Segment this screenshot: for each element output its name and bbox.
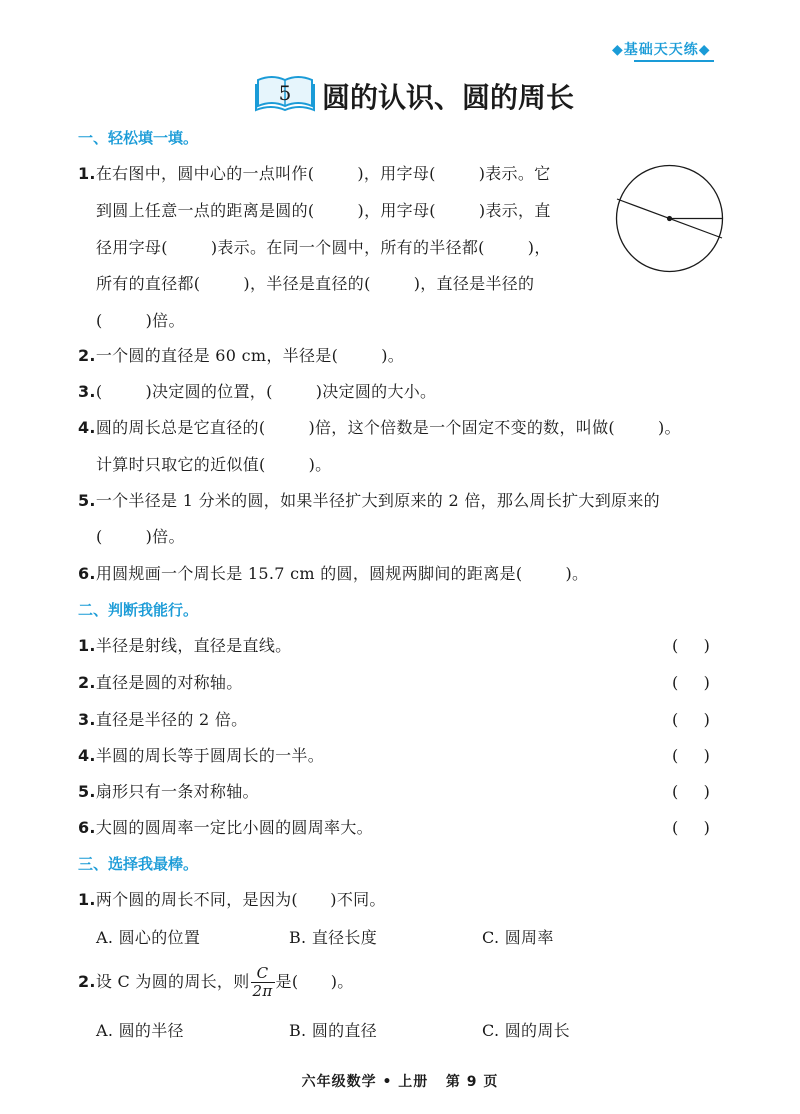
s3-q2-number: 2. — [78, 972, 96, 991]
s1-q5-text-1: 一个半径是 1 分米的圆，如果半径扩大到原来的 2 倍，那么周长扩大到原来的 — [95, 491, 660, 510]
s1-q4-number: 4. — [78, 418, 96, 437]
s3-q1-option-c[interactable]: C. 圆周率 — [482, 928, 554, 947]
fraction-denominator: 2π — [252, 982, 273, 1000]
section-3-heading: 三、选择我最棒。 — [78, 855, 199, 873]
s1-q1-line-2: 到圆上任意一点的距离是圆的( )，用字母( )表示，直 — [96, 201, 551, 220]
s1-q3-text: ( )决定圆的位置，( )决定圆的大小。 — [95, 382, 437, 401]
s1-q5-number: 5. — [78, 491, 96, 510]
s1-q3-number: 3. — [78, 382, 96, 401]
s1-q1-line-5: ( )倍。 — [96, 311, 185, 330]
s3-q1-number: 1. — [78, 890, 96, 909]
s2-item-number: 4. — [78, 746, 96, 765]
s1-q2-text: 一个圆的直径是 60 cm，半径是( )。 — [95, 346, 405, 365]
s1-q1-line-4: 所有的直径都( )，半径是直径的( )，直径是半径的 — [96, 274, 535, 293]
s3-q2-option-b[interactable]: B. 圆的直径 — [289, 1021, 378, 1040]
s3-q1-option-a[interactable]: A. 圆心的位置 — [96, 928, 201, 947]
s2-item-number: 5. — [78, 782, 96, 801]
s1-q4-line-1 — [78, 418, 681, 438]
s2-item-6 — [78, 818, 373, 838]
s1-q2 — [78, 346, 404, 366]
s1-q5-line-1 — [78, 491, 660, 511]
s2-item-5 — [78, 782, 259, 802]
s3-q2-option-c[interactable]: C. 圆的周长 — [482, 1021, 570, 1040]
s2-answer-bracket-3[interactable]: ( ) — [672, 710, 710, 729]
page-footer: 六年级数学 • 上册 第 9 页 — [301, 1074, 499, 1090]
s2-item-1 — [78, 636, 291, 656]
series-tag: ◆基础天天练◆ — [612, 42, 711, 58]
page-title: 圆的认识、圆的周长 — [322, 81, 575, 114]
s2-answer-bracket-6[interactable]: ( ) — [672, 818, 710, 837]
fraction-numerator: C — [251, 965, 275, 983]
s2-item-2 — [78, 673, 243, 693]
s1-q5-line-2: ( )倍。 — [96, 527, 185, 546]
open-book-icon — [254, 72, 316, 116]
s2-answer-bracket-4[interactable]: ( ) — [672, 746, 710, 765]
s3-q1 — [78, 890, 386, 910]
s3-q1-text: 两个圆的周长不同，是因为( )不同。 — [95, 890, 386, 909]
s1-q6-number: 6. — [78, 564, 96, 583]
s1-q2-number: 2. — [78, 346, 96, 365]
section-1-heading: 一、轻松填一填。 — [78, 129, 199, 147]
circle-diagram — [612, 161, 727, 276]
s2-item-text: 大圆的圆周率一定比小圆的圆周率大。 — [95, 818, 373, 837]
s3-q2-prefix: 设 C 为圆的周长，则 — [95, 972, 250, 991]
s2-item-text: 直径是半径的 2 倍。 — [95, 710, 248, 729]
s2-answer-bracket-2[interactable]: ( ) — [672, 673, 710, 692]
s2-item-3 — [78, 710, 247, 730]
center-point — [667, 216, 672, 221]
s1-q6 — [78, 564, 588, 584]
s2-item-number: 3. — [78, 710, 96, 729]
s1-q6-text: 用圆规画一个周长是 15.7 cm 的圆，圆规两脚间的距离是( )。 — [95, 564, 589, 583]
s1-q1-line-3: 径用字母( )表示。在同一个圆中，所有的半径都( )， — [96, 238, 551, 257]
s2-item-number: 2. — [78, 673, 96, 692]
s2-answer-bracket-5[interactable]: ( ) — [672, 782, 710, 801]
s2-item-text: 半圆的周长等于圆周长的一半。 — [95, 746, 325, 765]
s1-q4-text-1: 圆的周长总是它直径的( )倍，这个倍数是一个固定不变的数，叫做( )。 — [95, 418, 681, 437]
s2-item-number: 6. — [78, 818, 96, 837]
s2-item-4 — [78, 746, 324, 766]
s1-q1-number: 1. — [78, 164, 96, 183]
section-2-heading: 二、判断我能行。 — [78, 601, 199, 619]
s1-q3 — [78, 382, 436, 402]
s1-q1-text-1: 在右图中，圆中心的一点叫作( )，用字母( )表示。它 — [95, 164, 551, 183]
s3-q2 — [78, 964, 354, 1000]
s2-item-text: 扇形只有一条对称轴。 — [95, 782, 259, 801]
s3-q2-suffix: 是( )。 — [275, 972, 354, 991]
tag-underline — [634, 60, 714, 62]
s2-answer-bracket-1[interactable]: ( ) — [672, 636, 710, 655]
s3-q2-option-a[interactable]: A. 圆的半径 — [96, 1021, 184, 1040]
s1-q4-line-2: 计算时只取它的近似值( )。 — [96, 455, 332, 474]
s1-q1-line-1 — [78, 164, 550, 184]
s2-item-text: 直径是圆的对称轴。 — [95, 673, 243, 692]
s2-item-number: 1. — [78, 636, 96, 655]
lesson-number: 5 — [278, 81, 292, 105]
s3-q1-option-b[interactable]: B. 直径长度 — [289, 928, 378, 947]
c-over-2pi-fraction — [251, 965, 275, 1000]
s2-item-text: 半径是射线，直径是直线。 — [95, 636, 292, 655]
